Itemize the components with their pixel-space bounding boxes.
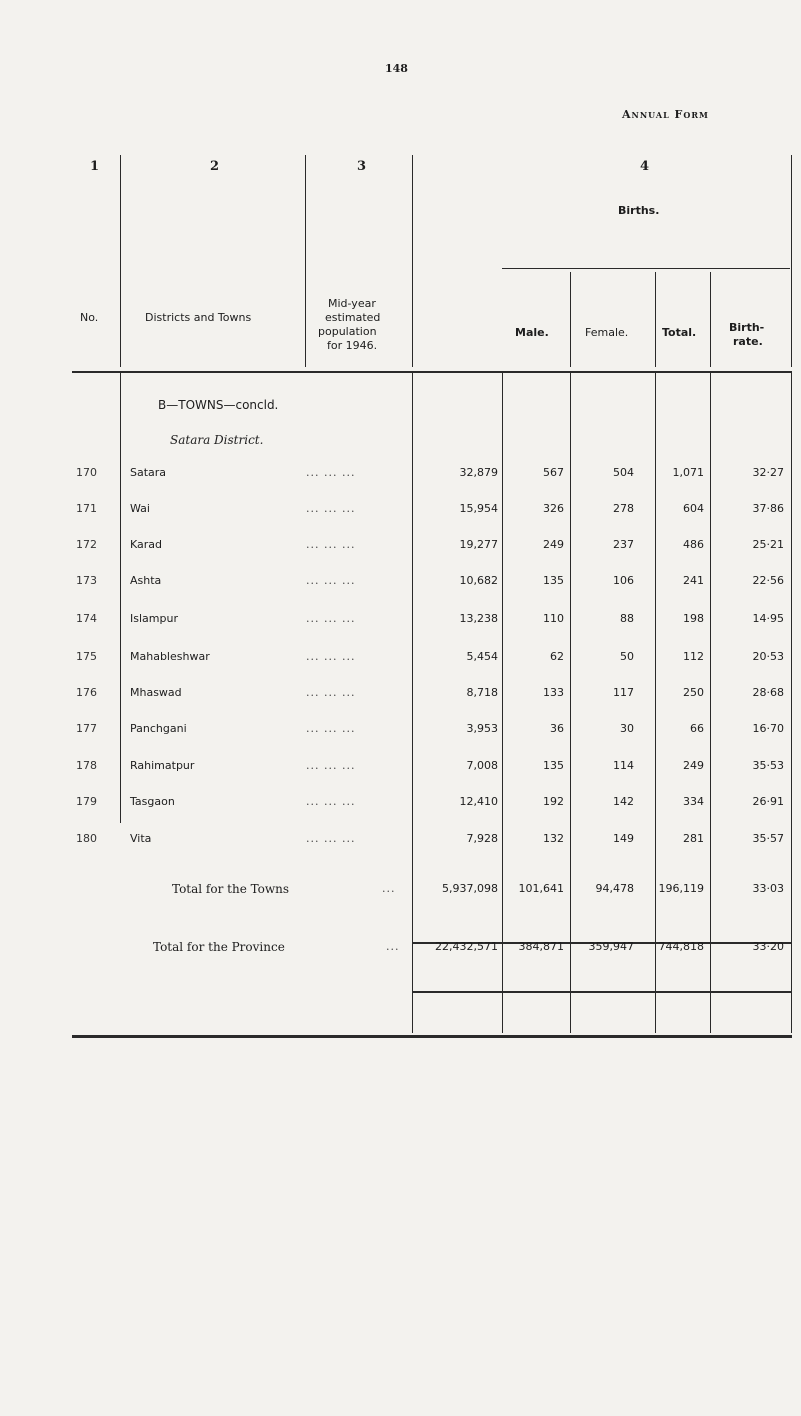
total-value: 112 <box>683 650 704 663</box>
birth-rate-value: 22·56 <box>752 574 784 587</box>
population-value: 32,879 <box>459 466 498 479</box>
vline-col3-right <box>412 155 413 367</box>
vline-body-col3 <box>502 373 503 1033</box>
total-province-male: 384,871 <box>518 940 564 953</box>
total-value: 486 <box>683 538 704 551</box>
total-towns-rate: 33·03 <box>752 882 784 895</box>
header-population-3: population <box>318 325 377 338</box>
female-value: 106 <box>613 574 634 587</box>
row-number: 175 <box>76 650 97 663</box>
town-name: Ashta <box>130 574 162 587</box>
total-towns-leader: ... <box>382 882 396 895</box>
header-female: Female. <box>585 326 629 339</box>
population-value: 5,454 <box>466 650 498 663</box>
total-value: 604 <box>683 502 704 515</box>
female-value: 142 <box>613 795 634 808</box>
birth-rate-value: 35·53 <box>752 759 784 772</box>
row-number: 178 <box>76 759 97 772</box>
female-value: 114 <box>613 759 634 772</box>
total-value: 241 <box>683 574 704 587</box>
total-value: 334 <box>683 795 704 808</box>
row-number: 172 <box>76 538 97 551</box>
total-towns-label: Total for the Towns <box>172 882 290 896</box>
row-leader-dots: ... ... ... <box>306 759 356 772</box>
vline-col2-left <box>120 155 121 367</box>
population-value: 19,277 <box>459 538 498 551</box>
male-value: 36 <box>550 722 564 735</box>
town-name: Tasgaon <box>130 795 175 808</box>
female-value: 50 <box>620 650 634 663</box>
population-value: 8,718 <box>466 686 498 699</box>
total-value: 1,071 <box>672 466 704 479</box>
vline-body-col4 <box>570 373 571 1033</box>
total-province-leader: ... <box>386 940 400 953</box>
town-name: Mahableshwar <box>130 650 210 663</box>
male-value: 135 <box>543 574 564 587</box>
male-value: 249 <box>543 538 564 551</box>
table-bottom-rule <box>72 1035 792 1038</box>
row-leader-dots: ... ... ... <box>306 686 356 699</box>
total-value: 198 <box>683 612 704 625</box>
population-value: 13,238 <box>459 612 498 625</box>
header-districts: Districts and Towns <box>145 311 252 324</box>
town-name: Panchgani <box>130 722 187 735</box>
total-province-female: 359,947 <box>588 940 634 953</box>
header-population-1: Mid-year <box>328 297 376 310</box>
male-value: 135 <box>543 759 564 772</box>
vline-body-col2 <box>412 373 413 1033</box>
row-leader-dots: ... ... ... <box>306 612 356 625</box>
total-towns-female: 94,478 <box>595 882 634 895</box>
total-towns-total: 196,119 <box>658 882 704 895</box>
row-number: 176 <box>76 686 97 699</box>
female-value: 149 <box>613 832 634 845</box>
town-name: Wai <box>130 502 150 515</box>
population-value: 12,410 <box>459 795 498 808</box>
population-value: 10,682 <box>459 574 498 587</box>
column-number-3: 3 <box>357 159 367 174</box>
vline-col2-right <box>305 155 306 367</box>
header-births: Births. <box>618 204 660 217</box>
row-leader-dots: ... ... ... <box>306 538 356 551</box>
vline-female-right <box>655 272 656 367</box>
row-leader-dots: ... ... ... <box>306 795 356 808</box>
population-value: 3,953 <box>466 722 498 735</box>
row-leader-dots: ... ... ... <box>306 832 356 845</box>
male-value: 567 <box>543 466 564 479</box>
town-name: Islampur <box>130 612 178 625</box>
birth-rate-value: 32·27 <box>752 466 784 479</box>
form-title: Annual Form <box>622 108 709 121</box>
header-birth-rate-2: rate. <box>733 335 763 348</box>
population-value: 7,008 <box>466 759 498 772</box>
row-leader-dots: ... ... ... <box>306 574 356 587</box>
subsection-title: Satara District. <box>170 433 264 447</box>
column-number-4: 4 <box>640 159 650 174</box>
male-value: 133 <box>543 686 564 699</box>
total-value: 281 <box>683 832 704 845</box>
vline-body-col5 <box>655 373 656 1033</box>
male-value: 326 <box>543 502 564 515</box>
vline-col4-right <box>791 155 792 367</box>
female-value: 117 <box>613 686 634 699</box>
total-province-label: Total for the Province <box>153 940 285 954</box>
female-value: 278 <box>613 502 634 515</box>
vline-body-col7 <box>791 373 792 1033</box>
header-population-4: for 1946. <box>327 339 378 352</box>
male-value: 132 <box>543 832 564 845</box>
total-towns-male: 101,641 <box>518 882 564 895</box>
header-population-2: estimated <box>325 311 381 324</box>
total-value: 250 <box>683 686 704 699</box>
total-towns-population: 5,937,098 <box>442 882 498 895</box>
town-name: Karad <box>130 538 163 551</box>
birth-rate-value: 16·70 <box>752 722 784 735</box>
town-name: Mhaswad <box>130 686 182 699</box>
header-no: No. <box>80 311 99 324</box>
row-number: 174 <box>76 612 97 625</box>
total-province-population: 22,432,571 <box>435 940 498 953</box>
row-number: 180 <box>76 832 97 845</box>
total-value: 66 <box>690 722 704 735</box>
row-leader-dots: ... ... ... <box>306 502 356 515</box>
total-province-rate: 33·20 <box>752 940 784 953</box>
column-number-2: 2 <box>210 159 220 174</box>
town-name: Vita <box>130 832 152 845</box>
province-total-top-rule <box>412 991 792 993</box>
vline-body-col6 <box>710 373 711 1033</box>
total-province-total: 744,818 <box>658 940 704 953</box>
row-number: 173 <box>76 574 97 587</box>
female-value: 30 <box>620 722 634 735</box>
birth-rate-value: 25·21 <box>752 538 784 551</box>
header-male: Male. <box>515 326 549 339</box>
population-value: 15,954 <box>459 502 498 515</box>
female-value: 88 <box>620 612 634 625</box>
section-title: B—TOWNS—concld. <box>158 398 279 412</box>
birth-rate-value: 20·53 <box>752 650 784 663</box>
row-number: 170 <box>76 466 97 479</box>
male-value: 110 <box>543 612 564 625</box>
male-value: 62 <box>550 650 564 663</box>
female-value: 237 <box>613 538 634 551</box>
header-birth-rate-1: Birth- <box>729 321 765 334</box>
header-top-rule <box>72 371 792 373</box>
female-value: 504 <box>613 466 634 479</box>
row-number: 179 <box>76 795 97 808</box>
total-value: 249 <box>683 759 704 772</box>
header-total: Total. <box>662 326 697 339</box>
birth-rate-value: 26·91 <box>752 795 784 808</box>
row-number: 177 <box>76 722 97 735</box>
row-number: 171 <box>76 502 97 515</box>
male-value: 192 <box>543 795 564 808</box>
row-leader-dots: ... ... ... <box>306 722 356 735</box>
vline-total-right <box>710 272 711 367</box>
row-leader-dots: ... ... ... <box>306 650 356 663</box>
birth-rate-value: 35·57 <box>752 832 784 845</box>
column-number-1: 1 <box>90 159 100 174</box>
population-value: 7,928 <box>466 832 498 845</box>
row-leader-dots: ... ... ... <box>306 466 356 479</box>
town-name: Rahimatpur <box>130 759 195 772</box>
vline-male-right <box>570 272 571 367</box>
vline-body-col1 <box>120 373 121 823</box>
birth-rate-value: 28·68 <box>752 686 784 699</box>
town-name: Satara <box>130 466 167 479</box>
page-number: 148 <box>385 62 408 75</box>
births-subheader-rule <box>502 268 790 269</box>
birth-rate-value: 14·95 <box>752 612 784 625</box>
birth-rate-value: 37·86 <box>752 502 784 515</box>
